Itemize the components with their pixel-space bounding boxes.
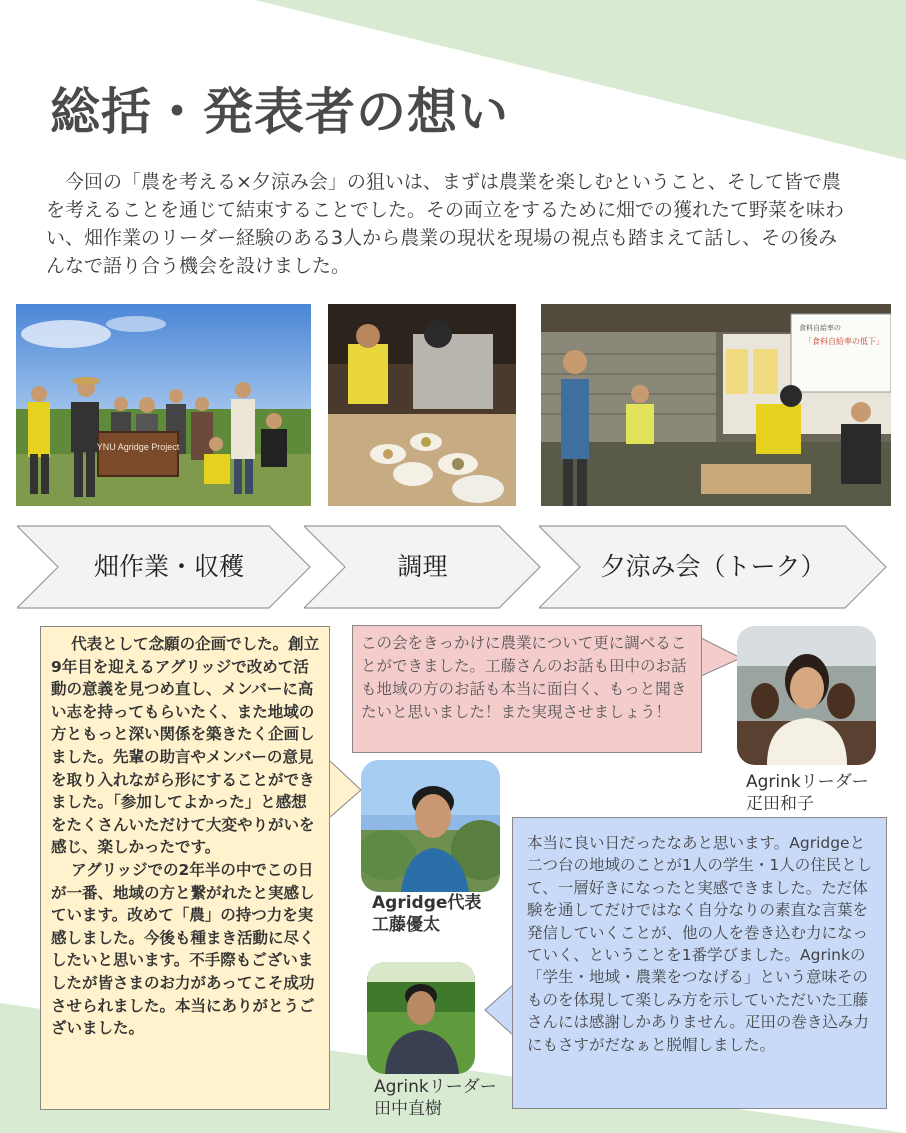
kudo-portrait bbox=[361, 760, 500, 892]
tanaka-comment-box bbox=[512, 817, 887, 1109]
hitaida-comment-box bbox=[352, 625, 702, 753]
hitaida-role: Agrinkリーダー bbox=[746, 772, 869, 792]
screen-text-small: 食料自給率の bbox=[799, 325, 841, 332]
speech-tail-yellow bbox=[328, 760, 362, 820]
farm-group-photo bbox=[16, 304, 311, 506]
hitaida-name: 疋田和子 bbox=[746, 794, 814, 814]
step-label: 畑作業・収穫 bbox=[93, 552, 244, 581]
page-title: 総括・発表者の想い bbox=[50, 83, 509, 141]
step-harvest-chevron bbox=[17, 525, 311, 609]
hitaida-portrait bbox=[737, 626, 876, 765]
kudo-caption bbox=[372, 892, 481, 936]
sign-text: YNU Agridge Project bbox=[96, 442, 180, 452]
speech-tail-pink bbox=[700, 636, 742, 680]
speech-tail-blue bbox=[484, 985, 514, 1035]
hitaida-comment-text: この会をきっかけに農業について更に調べることができました。工藤さんのお話も田中のお話も地域の方のお話も本当に面白く、もっと聞きたいと思いました！また実現させましょう！ bbox=[361, 634, 687, 721]
step-talk-chevron bbox=[539, 525, 887, 609]
kudo-comment-box bbox=[40, 626, 330, 1110]
step-cooking-chevron bbox=[304, 525, 541, 609]
tanaka-role: Agrinkリーダー bbox=[374, 1077, 497, 1097]
intro-text: 今回の「農を考える×夕涼み会」の狙いは、まずは農業を楽しむということ、そして皆で農を考えることを通じて結束することでした。その両立をするために畑での獲れたて野菜を味わい、畑作業のリーダー経験のある3人から農業の現状を現場の視点も踏まえて話し、その後みんなで語り合う機会を設けました。 bbox=[46, 171, 845, 277]
talk-session-photo bbox=[541, 304, 891, 506]
kudo-name: 工藤優太 bbox=[372, 915, 440, 935]
tanaka-name: 田中直樹 bbox=[374, 1099, 442, 1119]
kudo-comment-paragraph-2: アグリッジでの2年半の中でこの日が一番、地域の方と繋がれたと実感しています。改めて「農」の持つ力を実感しました。今後も種まき活動に尽くしたいと思います。不手際もございましたが皆さまのお力があってこそ成功させられました。本当にありがとうございました。 bbox=[51, 860, 315, 1038]
step-label: 夕涼み会（トーク） bbox=[600, 552, 826, 581]
tanaka-portrait bbox=[367, 962, 475, 1074]
hitaida-caption bbox=[746, 771, 869, 815]
kudo-role: Agridge代表 bbox=[372, 893, 482, 913]
kudo-comment-paragraph-1: 代表として念願の企画でした。創立9年目を迎えるアグリッジで改めて活動の意義を見つめ直し、メンバーに高い志を持ってもらいたく、また地域の方ともっと深い関係を築きたく企画しました。先輩の助言やメンバーの意見を取り入れながら形にすることができました。「参加してよかった」と感想をたくさんいただけて大変やりがいを感じ、楽しかったです。 bbox=[51, 635, 320, 857]
cooking-photo bbox=[328, 304, 516, 506]
tanaka-caption bbox=[374, 1076, 497, 1120]
step-label: 調理 bbox=[397, 552, 448, 581]
tanaka-comment-text: 本当に良い日だったなあと思います。Agridgeと二つ台の地域のことが1人の学生・1人の住民として、一層好きになったと実感できました。ただ体験を通してだけではなく自分なりの素直な言葉を発信していくことが、他の人を巻き込む力になっていく、ということを1番学びました。Agrinkの「学生・地域・農業をつなげる」という意味そのものを体現して楽しみ方を示していただいた工藤さんには感謝しかありません。疋田の巻き込み力にもさすがだなぁと脱帽しました。 bbox=[527, 834, 873, 1054]
screen-text-title: 「食料自給率の低下」 bbox=[804, 337, 884, 346]
